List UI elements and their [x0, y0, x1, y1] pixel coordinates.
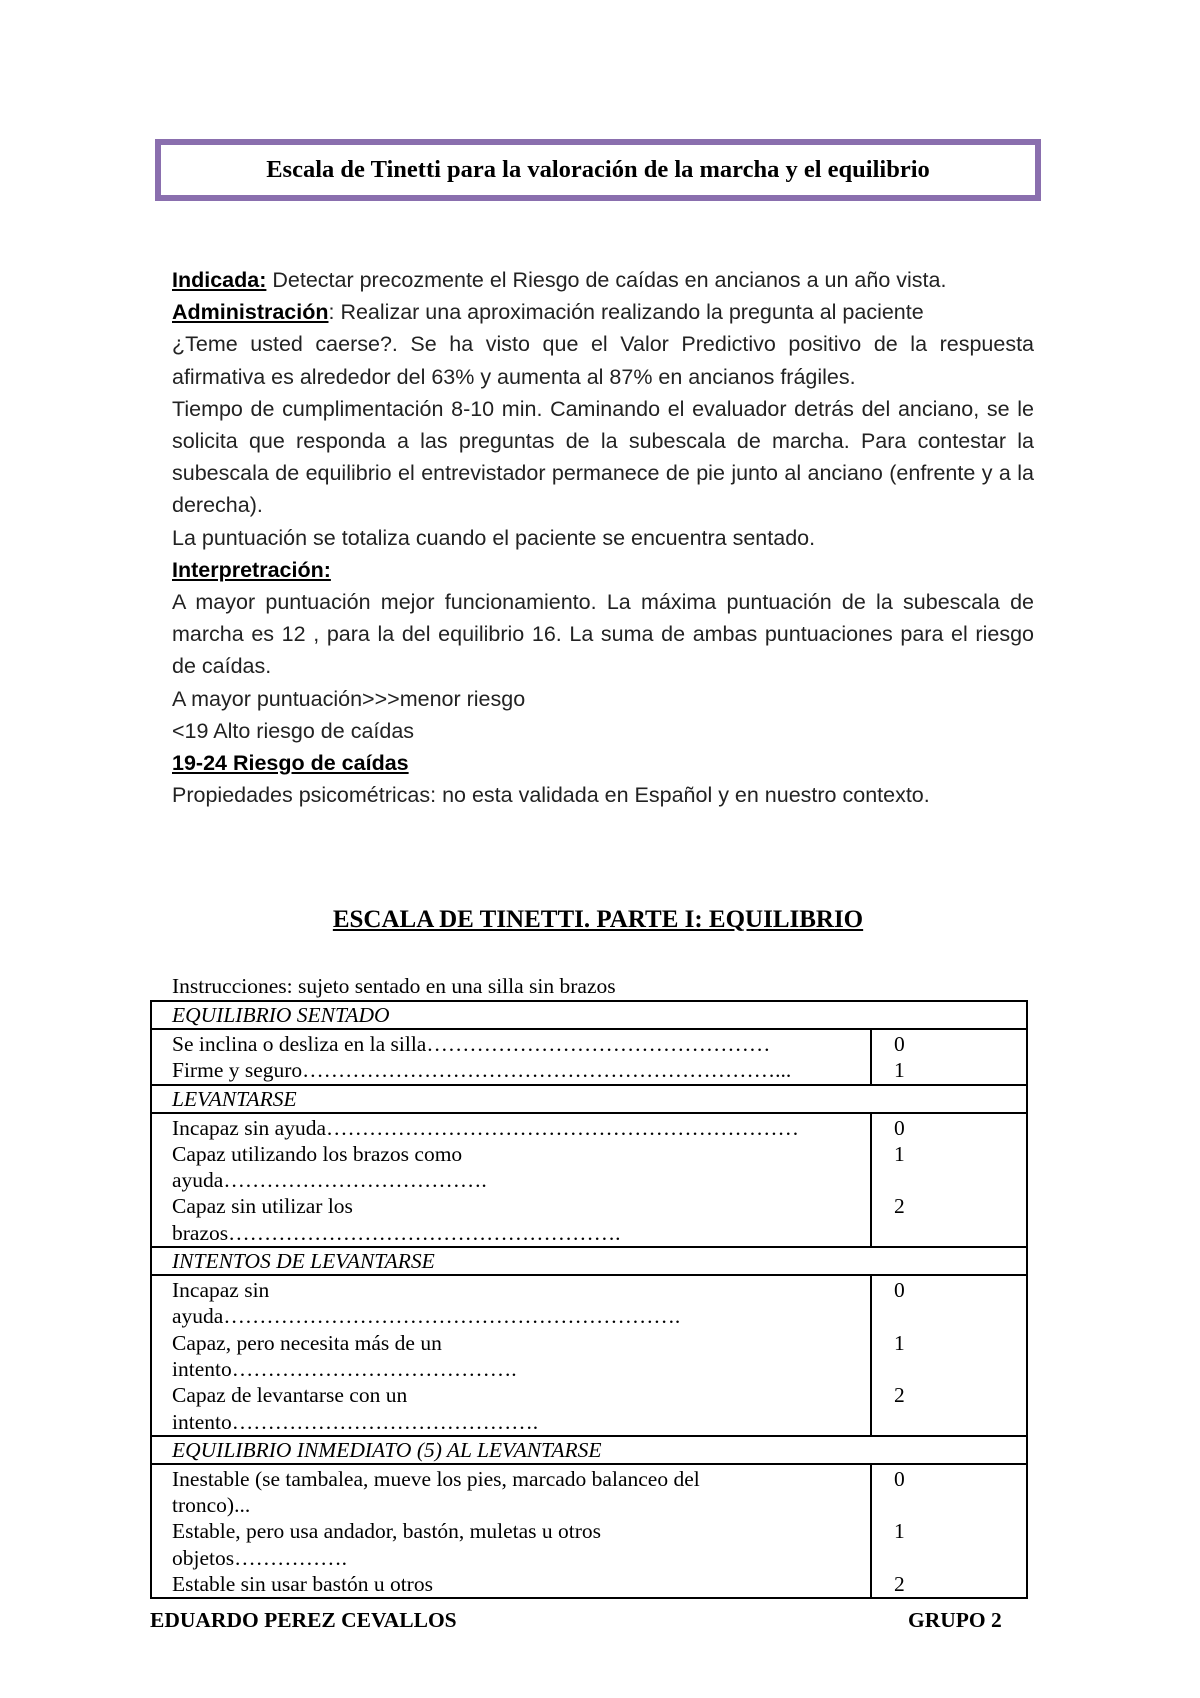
table-section-body — [152, 1030, 1026, 1086]
option-line: brazos………………………………………………. — [172, 1220, 621, 1245]
table-section-heading: EQUILIBRIO INMEDIATO (5) AL LEVANTARSE — [152, 1437, 1026, 1465]
equilibrio-table — [150, 1000, 1028, 1599]
options-column — [152, 1276, 872, 1435]
alto-riesgo-line: <19 Alto riesgo de caídas — [172, 718, 415, 743]
mayor-puntuacion-line: A mayor puntuación>>>menor riesgo — [172, 686, 526, 711]
score-value — [894, 1356, 1026, 1382]
option-line: Incapaz sin ayuda………………………………………………………… — [172, 1115, 800, 1140]
riesgo-label: 19-24 Riesgo de caídas — [172, 751, 409, 776]
footer-author: EDUARDO PEREZ CEVALLOS — [150, 1608, 457, 1632]
table-section-heading: EQUILIBRIO SENTADO — [152, 1002, 1026, 1030]
option-line: ayuda………………………………. — [172, 1168, 487, 1193]
section-title: ESCALA DE TINETTI. PARTE I: EQUILIBRIO — [332, 906, 864, 933]
score-value — [894, 1167, 1026, 1193]
indicada-paragraph — [172, 264, 1034, 296]
scores-column — [872, 1276, 1026, 1435]
table-section-body — [152, 1276, 1026, 1437]
administracion-continuation: ¿Teme usted caerse?. Se ha visto que el Valor Predictivo positivo de la respuesta afirmativa es alrededor del 63% y aumenta al 87% en ancianos frágiles. — [172, 332, 1034, 389]
table-section-heading: LEVANTARSE — [152, 1086, 1026, 1114]
scores-column — [872, 1030, 1026, 1084]
option-line: Capaz sin utilizar los — [172, 1194, 353, 1219]
score-value: 1 — [894, 1141, 905, 1166]
tiempo-paragraph: Tiempo de cumplimentación 8-10 min. Caminando el evaluador detrás del anciano, se le solicita que responda a las preguntas de la subescala de marcha. Para contestar la subescala de equilibrio el entrevistador permanece de pie junto al anciano (enfrente y a la derecha). — [172, 396, 1034, 518]
option-line: Inestable (se tambalea, mueve los pies, marcado balanceo del — [172, 1466, 700, 1491]
option-line: intento…………………………………. — [172, 1356, 517, 1381]
option-line: tronco)... — [172, 1493, 251, 1518]
option-line: Firme y seguro…………………………………………………………... — [172, 1058, 792, 1083]
option-line: Incapaz sin — [172, 1278, 270, 1303]
indicada-text: Detectar precozmente el Riesgo de caídas en ancianos a un año vista. — [266, 268, 947, 292]
document-title: Escala de Tinetti para la valoración de la marcha y el equilibrio — [266, 156, 930, 183]
instructions: Instrucciones: sujeto sentado en una silla sin brazos — [172, 974, 616, 998]
score-value — [894, 1492, 1026, 1518]
table-section-body — [152, 1114, 1026, 1248]
option-line: Capaz, pero necesita más de un — [172, 1330, 442, 1355]
score-value: 0 — [894, 1115, 905, 1140]
score-value: 2 — [894, 1572, 905, 1597]
score-value: 2 — [894, 1383, 905, 1408]
option-line: objetos……………. — [172, 1545, 347, 1570]
score-value — [894, 1220, 1026, 1246]
score-value: 0 — [894, 1032, 905, 1056]
score-value — [894, 1303, 1026, 1329]
option-line: Capaz utilizando los brazos como — [172, 1141, 463, 1166]
intro-text — [172, 264, 1034, 811]
options-column — [152, 1465, 872, 1597]
administracion-label: Administración — [172, 300, 329, 325]
score-value: 0 — [894, 1278, 905, 1303]
table-section-heading: INTENTOS DE LEVANTARSE — [152, 1248, 1026, 1276]
score-value: 1 — [894, 1058, 905, 1083]
table-section-body — [152, 1465, 1026, 1597]
option-line: intento……………………………………. — [172, 1409, 539, 1434]
option-line: Capaz de levantarse con un — [172, 1383, 408, 1408]
score-value — [894, 1545, 1026, 1571]
score-value: 2 — [894, 1194, 905, 1219]
interpretacion-label: Interpretración: — [172, 557, 331, 582]
option-line: Estable, pero usa andador, bastón, muletas u otros — [172, 1519, 602, 1544]
score-value: 1 — [894, 1330, 905, 1355]
option-line: ayuda………………………………………………………. — [172, 1304, 681, 1329]
scores-column — [872, 1465, 1026, 1597]
option-line: Se inclina o desliza en la silla………………………………………… — [172, 1032, 771, 1056]
administracion-paragraph — [172, 296, 1034, 328]
interpretacion-paragraph: A mayor puntuación mejor funcionamiento. La máxima puntuación de la subescala de marcha es 12 , para la del equilibrio 16. La suma de ambas puntuaciones para el riesgo de caídas. — [172, 590, 1034, 679]
administracion-text: : Realizar una aproximación realizando la pregunta al paciente — [328, 300, 924, 325]
score-value — [894, 1409, 1026, 1435]
indicada-label: Indicada: — [172, 268, 267, 292]
puntuacion-paragraph: La puntuación se totaliza cuando el paciente se encuentra sentado. — [172, 525, 816, 550]
score-value: 0 — [894, 1466, 905, 1491]
scores-column — [872, 1114, 1026, 1246]
title-frame — [155, 139, 1041, 201]
options-column — [152, 1030, 872, 1084]
options-column — [152, 1114, 872, 1246]
propiedades-line: Propiedades psicométricas: no esta validada en Español y en nuestro contexto. — [172, 783, 930, 808]
footer-group: GRUPO 2 — [908, 1608, 1002, 1632]
score-value: 1 — [894, 1519, 905, 1544]
option-line: Estable sin usar bastón u otros — [172, 1572, 433, 1597]
